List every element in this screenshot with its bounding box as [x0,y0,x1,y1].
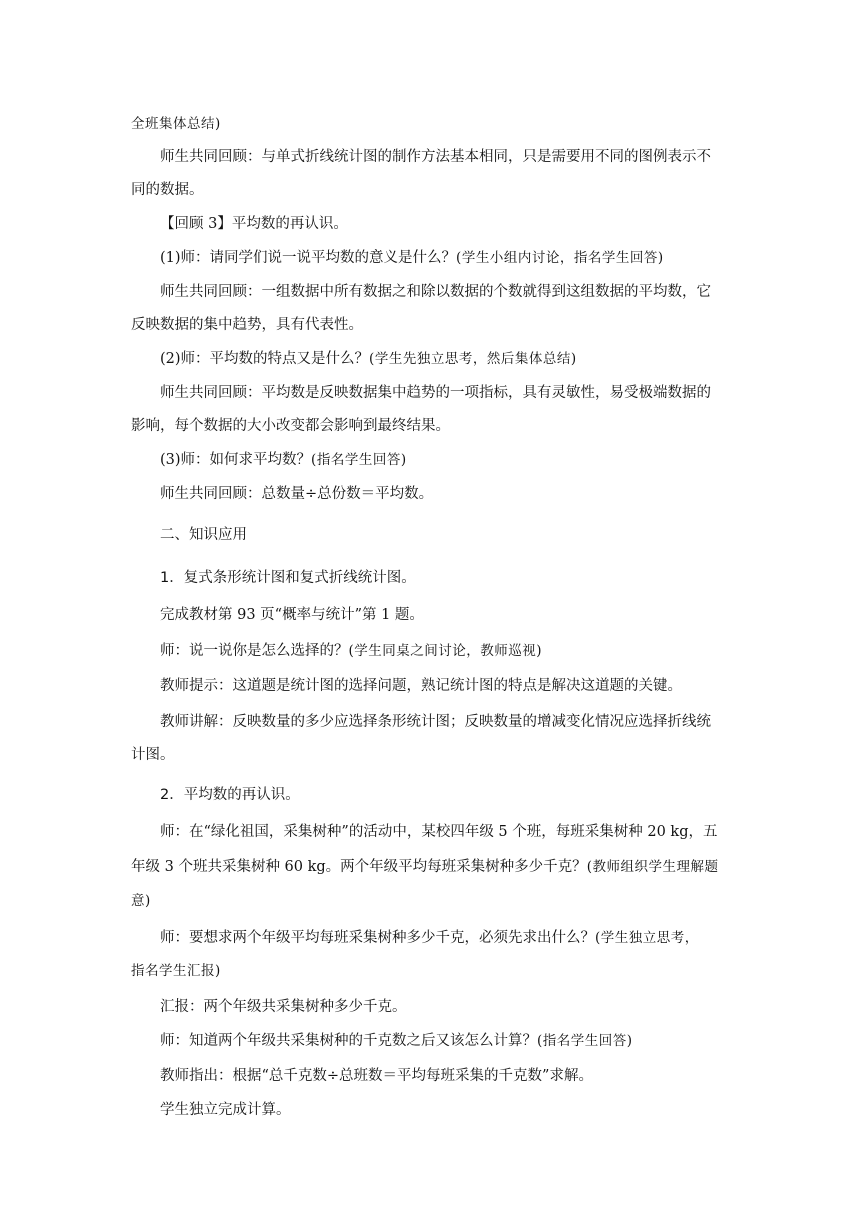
text-line: 师生共同回顾：总数量÷总份数＝平均数。 [160,486,434,502]
text-line: 教师讲解：反映数量的多少应选择条形统计图；反映数量的增减变化情况应选择折线统 [160,714,711,730]
text-line: (1)师：请同学们说一说平均数的意义是什么？(学生小组内讨论，指名学生回答) [160,250,664,266]
text-line: 教师提示：这道题是统计图的选择问题，熟记统计图的特点是解决这道题的关键。 [160,678,682,694]
text-line: 师生共同回顾：一组数据中所有数据之和除以数据的个数就得到这组数据的平均数，它 [160,284,711,300]
text-line: 师：在“绿化祖国，采集树种”的活动中，某校四年级 5 个班，每班采集树种 20 kg，五 [160,824,718,840]
text-line: 完成教材第 93 页“概率与统计”第 1 题。 [160,607,424,623]
text-line: 师生共同回顾：与单式折线统计图的制作方法基本相同，只是需要用不同的图例表示不 [160,149,711,165]
text-line: 师生共同回顾：平均数是反映数据集中趋势的一项指标，具有灵敏性，易受极端数据的 [160,385,711,401]
text-line: 汇报：两个年级共采集树种多少千克。 [160,999,407,1015]
section-heading: 二、知识应用 [160,527,247,543]
text-line: 师：知道两个年级共采集树种的千克数之后又该怎么计算？(指名学生回答) [160,1033,633,1049]
text-line: 教师指出：根据“总千克数÷总班数＝平均每班采集的千克数”求解。 [160,1068,593,1084]
text-line: 师：说一说你是怎么选择的？(学生同桌之间讨论，教师巡视) [160,643,543,659]
text-line: 指名学生汇报) [131,963,221,979]
text-line: 【回顾 3】平均数的再认识。 [160,216,348,232]
text-line: 计图。 [131,747,175,763]
text-line: 年级 3 个班共采集树种 60 kg。两个年级平均每班采集树种多少千克？(教师组织学生理解题 [131,859,719,875]
text-line: 全班集体总结) [131,116,221,132]
text-line: (3)师：如何求平均数？(指名学生回答) [160,452,407,468]
text-line: 师：要想求两个年级平均每班采集树种多少千克，必须先求出什么？(学生独立思考， [160,930,699,946]
text-line: 意) [131,893,151,909]
subsection-heading: 1．复式条形统计图和复式折线统计图。 [160,570,416,586]
text-line: 反映数据的集中趋势，具有代表性。 [131,317,363,333]
text-line: 同的数据。 [131,182,204,198]
subsection-heading: 2．平均数的再认识。 [160,787,300,803]
text-line: 学生独立完成计算。 [160,1102,291,1118]
text-line: (2)师：平均数的特点又是什么？(学生先独立思考，然后集体总结) [160,351,577,367]
text-line: 影响，每个数据的大小改变都会影响到最终结果。 [131,418,450,434]
